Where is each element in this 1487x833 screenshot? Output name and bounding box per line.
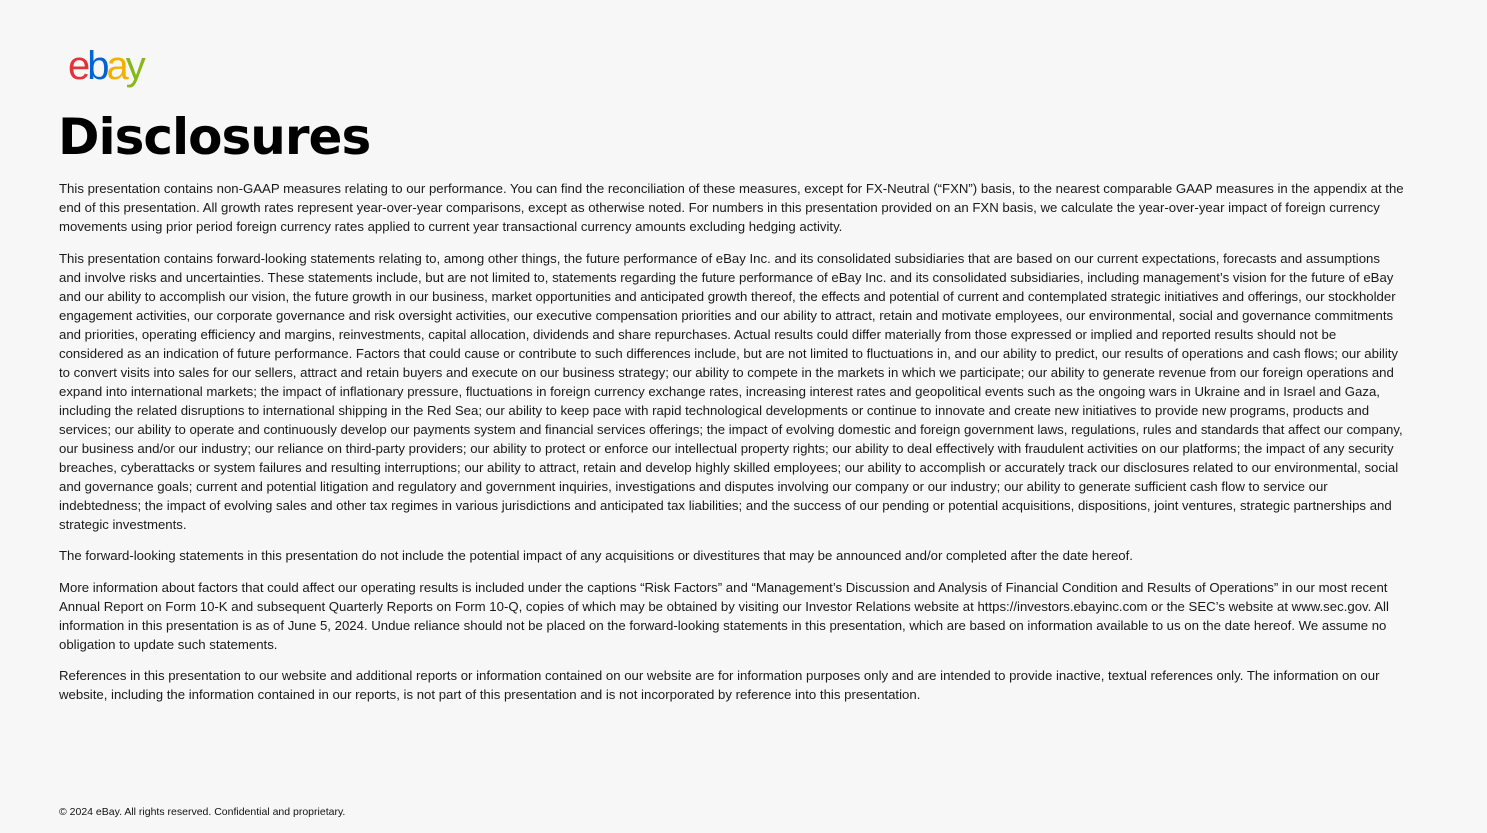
paragraph-more-information: More information about factors that could affect our operating results is included under the captions “Risk Factors” and “Management’s Discussion and Analysis of Financial Condition and Results of Operations” in our most recent Annual Report on Form 10-K and subsequent Quarterly Reports on Form 10-Q, copies of which may be obtained by visiting our Investor Relations website at https://investors.ebayinc.com or the SEC’s website at www.sec.gov. All information in this presentation is as of June 5, 2024. Undue reliance should not be placed on the forward-looking statements in this presentation, which are based on information available to us on the date hereof. We assume no obligation to update such statements.	[59, 579, 1389, 652]
logo-letter-a: a	[106, 44, 126, 88]
paragraph-forward-looking: This presentation contains forward-looking statements relating to, among other things, the future performance of eBay Inc. and its consolidated subsidiaries that are based on our current expectations, forecasts and assumptions and involve risks and uncertainties. These statements include, but are not limited to, statements regarding the future performance of eBay Inc. and its consolidated subsidiaries, including management’s vision for the future of eBay and our ability to accomplish our vision, the future growth in our business, market opportunities and anticipated growth thereof, the effects and potential of current and contemplated strategic initiatives and offerings, our stockholder engagement activities, our corporate governance and risk oversight activities, our executive compensation priorities and our ability to attract, retain and motivate employees, our environmental, social and governance commitments and priorities, operating efficiency and margins, reinvestments, capital allocation, dividends and share repurchases. Actual results could differ materially from those expressed or implied and reported results should not be considered as an indication of future performance. Factors that could cause or contribute to such differences include, but are not limited to fluctuations in, and our ability to predict, our results of operations and cash flows; our ability to convert visits into sales for our sellers, attract and retain buyers and execute on our business strategy; our ability to compete in the markets in which we participate; our ability to generate revenue from our foreign operations and expand into international markets; the impact of inflationary pressure, fluctuations in foreign currency exchange rates, increasing interest rates and geopolitical events such as the ongoing wars in Ukraine and in Israel and Gaza, including the related disruptions to international shipping in the Red Sea; our ability to keep pace with rapid technological developments or continue to innovate and create new initiatives to provide new programs, products and services; our ability to operate and continuously develop our payments system and financial services offerings; the impact of evolving domestic and foreign government laws, regulations, rules and standards that affect our company, our business and/or our industry; our reliance on third-party providers; our ability to protect or enforce our intellectual property rights; our ability to deal effectively with fraudulent activities on our platforms; the impact of any security breaches, cyberattacks or system failures and resulting interruptions; our ability to attract, retain and develop highly skilled employees; our ability to accomplish or accurately track our disclosures related to our environmental, social and governance goals; current and potential litigation and regulatory and government inquiries, investigations and disputes involving our company or our industry; our ability to generate sufficient cash flow to service our indebtedness; the impact of evolving sales and other tax regimes in various jurisdictions and anticipated tax liabilities; and the success of our pending or potential acquisitions, dispositions, joint ventures, strategic partnerships and strategic investments.	[59, 250, 1403, 532]
paragraph-website-references: References in this presentation to our website and additional reports or information contained on our website are for information purposes only and are intended to provide inactive, textual references only. The information on our website, including the information contained in our reports, is not part of this presentation and is not incorporated by reference into this presentation.	[59, 668, 1380, 702]
disclosure-body	[59, 179, 1404, 717]
ebay-logo	[68, 44, 143, 88]
page-title: Disclosures	[58, 108, 371, 166]
footer-copyright: © 2024 eBay. All rights reserved. Confidential and proprietary.	[59, 806, 346, 818]
paragraph-acquisitions: The forward-looking statements in this presentation do not include the potential impact of any acquisitions or divestitures that may be announced and/or completed after the date hereof.	[59, 548, 1133, 563]
paragraph-non-gaap: This presentation contains non-GAAP measures relating to our performance. You can find the reconciliation of these measures, except for FX-Neutral (“FXN”) basis, to the nearest comparable GAAP measures in the appendix at the end of this presentation. All growth rates represent year-over-year comparisons, except as otherwise noted. For numbers in this presentation provided on an FXN basis, we calculate the year-over-year impact of foreign currency movements using prior period foreign currency rates applied to current year transactional currency amounts excluding hedging activity.	[59, 181, 1404, 234]
logo-letter-e: e	[68, 44, 88, 88]
logo-letter-y: y	[125, 44, 143, 88]
logo-letter-b: b	[87, 44, 107, 88]
